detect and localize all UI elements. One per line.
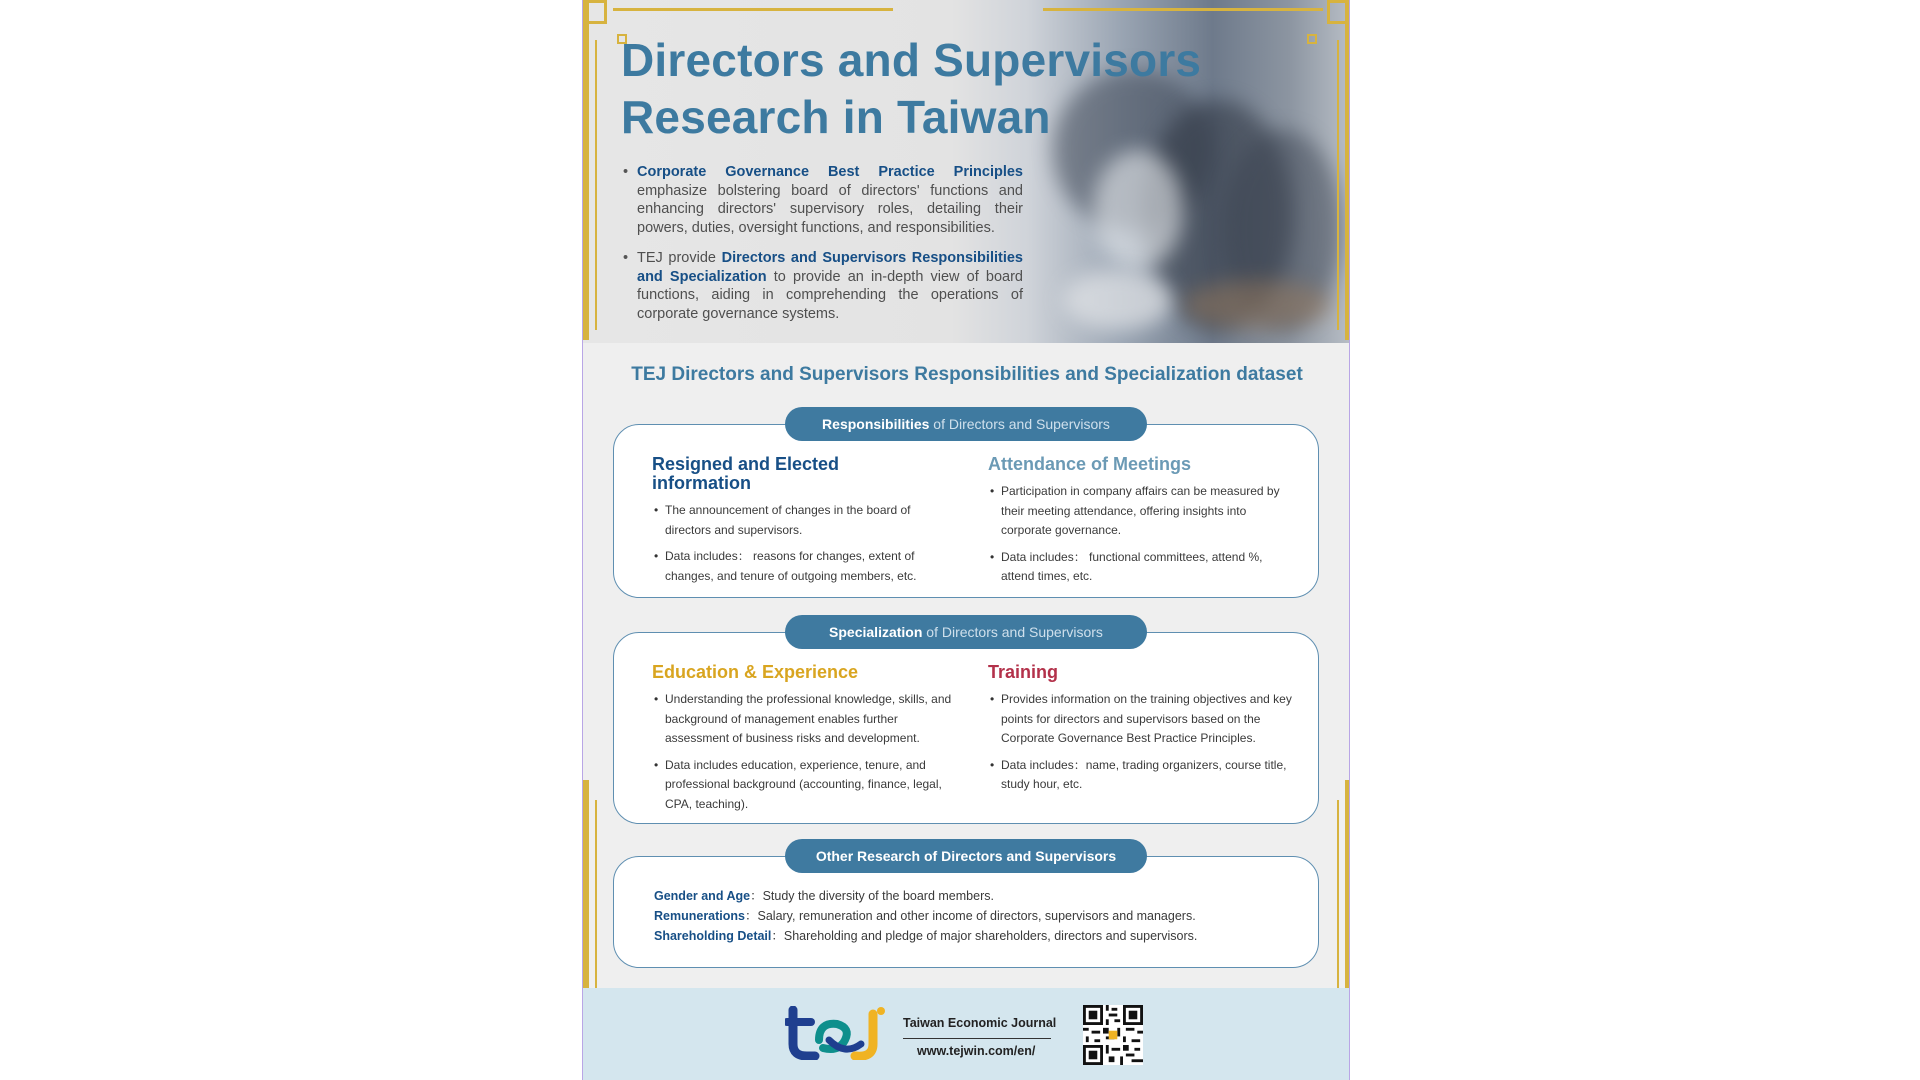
other-row-key: Gender and Age: [654, 889, 751, 903]
attendance-column: [988, 455, 1288, 594]
list-item: • Data includes： functional committees, attend %, attend times, etc.: [988, 548, 1288, 587]
brand-divider: [903, 1038, 1051, 1039]
title-line-1: Directors and Supervisors: [621, 34, 1202, 86]
list-item: • Data includes education, experience, tenure, and professional background (accounting, finance, legal, CPA, teaching).: [652, 756, 952, 815]
resigned-elected-list: [652, 501, 952, 586]
list-item: • Data includes： reasons for changes, extent of changes, and tenure of outgoing members, etc.: [652, 547, 952, 586]
other-row-key: Remunerations: [654, 909, 745, 923]
title-line-2: Research in Taiwan: [621, 91, 1051, 143]
intro-bullet-2-highlight: Directors and Supervisors Responsibilities and Specialization: [637, 250, 1023, 285]
intro-bullet-2-text: to provide an in-depth view of board functions, aiding in comprehending the operations of corporate governance systems.: [637, 268, 1023, 322]
intro-bullet-2: [623, 249, 1023, 323]
website-link[interactable]: www.tejwin.com/en/: [917, 1044, 1036, 1058]
specialization-pill-light: of Directors and Supervisors: [922, 624, 1103, 640]
attendance-heading: Attendance of Meetings: [988, 454, 1192, 474]
other-research-pill: Other Research of Directors and Supervisors: [785, 839, 1147, 873]
resigned-elected-column: [652, 455, 952, 593]
other-row-text: ：Study the diversity of the board members.: [750, 889, 994, 903]
other-row-key: Shareholding Detail: [654, 929, 772, 943]
specialization-pill: [785, 615, 1147, 649]
list-item: • Participation in company affairs can be measured by their meeting attendance, offering insights into corporate governance.: [988, 482, 1288, 541]
list-item: • Data includes：name, trading organizers, course title, study hour, etc.: [988, 756, 1298, 795]
dataset-title: TEJ Directors and Supervisors Responsibilities and Specialization dataset: [631, 364, 1303, 385]
intro-bullet-1: [623, 163, 1023, 237]
responsibilities-pill: [785, 407, 1147, 441]
education-heading: Education & Experience: [652, 662, 859, 682]
intro-bullets: [623, 163, 1023, 335]
brand-name: Taiwan Economic Journal: [903, 1016, 1057, 1030]
education-column: [652, 663, 952, 821]
other-row-remunerations: [654, 907, 1196, 927]
training-heading: Training: [988, 662, 1059, 682]
responsibilities-pill-light: of Directors and Supervisors: [929, 416, 1110, 432]
training-column: [988, 663, 1298, 802]
responsibilities-box: [613, 424, 1319, 598]
list-item: • The announcement of changes in the board of directors and supervisors.: [652, 501, 952, 540]
qr-code-icon[interactable]: [1083, 1005, 1143, 1065]
list-item: • Provides information on the training objectives and key points for directors and supervisors based on the Corporate Governance Best Practice Principles.: [988, 690, 1298, 749]
intro-bullet-1-text: emphasize bolstering board of directors' functions and enhancing directors' supervisory roles, detailing their powers, duties, oversight functions, and responsibilities.: [637, 182, 1023, 236]
responsibilities-pill-strong: Responsibilities: [822, 416, 930, 432]
education-list: [652, 690, 952, 814]
footer: [583, 988, 1350, 1080]
poster: [582, 0, 1350, 1080]
training-list: [988, 690, 1298, 795]
resigned-elected-heading: Resigned and Elected information: [652, 454, 840, 493]
specialization-box: [613, 632, 1319, 824]
intro-bullet-1-highlight: Corporate Governance Best Practice Principles: [637, 164, 1023, 180]
intro-bullet-2-prefix: TEJ provide: [637, 250, 722, 266]
tej-logo-icon[interactable]: [785, 1006, 895, 1060]
other-row-text: ：Shareholding and pledge of major shareholders, directors and supervisors.: [771, 929, 1198, 943]
page-title: [621, 32, 1201, 146]
hero-section: [583, 0, 1350, 343]
list-item: • Understanding the professional knowledge, skills, and background of management enables further assessment of business risks and development.: [652, 690, 952, 749]
other-row-text: ：Salary, remuneration and other income of directors, supervisors and managers.: [745, 909, 1196, 923]
other-row-gender-age: [654, 887, 994, 907]
attendance-list: [988, 482, 1288, 587]
other-row-shareholding: [654, 927, 1197, 947]
specialization-pill-strong: Specialization: [829, 624, 923, 640]
